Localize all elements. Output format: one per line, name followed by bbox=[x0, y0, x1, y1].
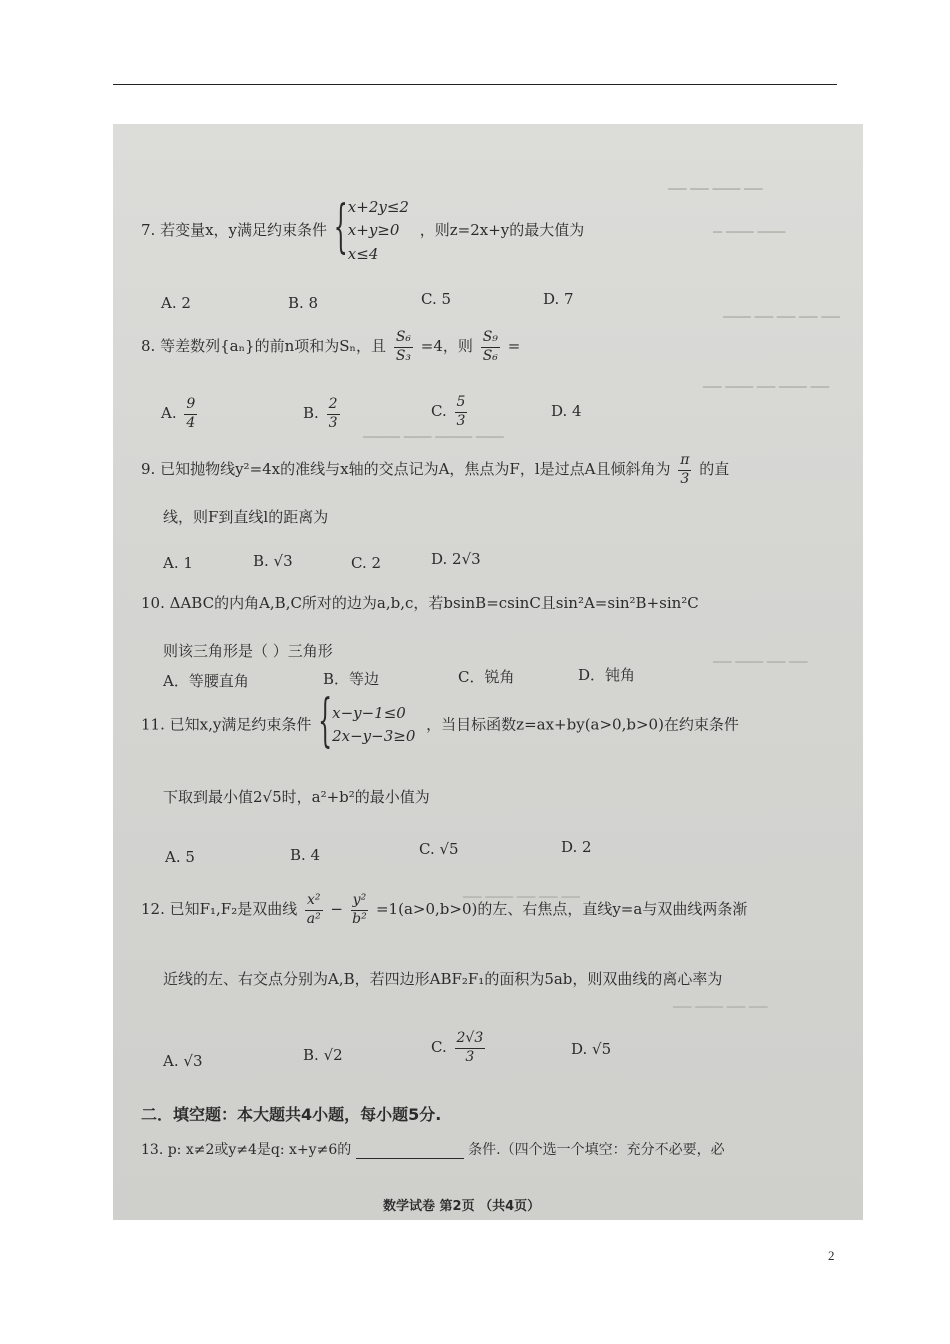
question-13 bbox=[141, 1142, 725, 1159]
fraction: $\frac{\text{S₆}}{\text{S₃}}$ bbox=[395, 329, 412, 364]
question-8-mid: =4，则 bbox=[420, 337, 473, 355]
option-d: D. 7 bbox=[543, 290, 574, 308]
option-d: D. 4 bbox=[551, 402, 582, 420]
question-7 bbox=[141, 196, 584, 266]
constraint-line: { x−y−1≤0 bbox=[332, 704, 406, 722]
option-c: C．锐角 bbox=[458, 668, 515, 686]
option-b: B. 8 bbox=[288, 294, 319, 312]
question-12-line-2: 近线的左、右交点分别为A,B，若四边形ABF₂F₁的面积为5ab，则双曲线的离心率为 bbox=[163, 970, 723, 988]
question-8-stem-end: = bbox=[507, 337, 521, 355]
question-12-stem: 12. 已知F₁,F₂是双曲线 bbox=[141, 900, 298, 918]
constraint-line: 2x−y−3≥0 bbox=[332, 727, 416, 746]
option-a: A. √3 bbox=[163, 1052, 203, 1070]
option-b: B. √3 bbox=[253, 552, 293, 570]
constraint-line: x≤4 bbox=[347, 244, 379, 263]
constraint-system bbox=[322, 702, 415, 749]
bleed-through-text: ▁▁ ▁▁▁ ▁▁ ▁▁ bbox=[713, 649, 808, 663]
bleed-through-text: ▁▁ ▁▁▁ ▁▁ ▁▁ bbox=[673, 994, 768, 1008]
section-heading: 二．填空题：本大题共4小题，每小题5分. bbox=[141, 1105, 442, 1124]
exam-footer: 数学试卷 第2页 （共4页） bbox=[383, 1199, 541, 1214]
question-10-line-2: 则该三角形是（ ）三角形 bbox=[163, 642, 333, 660]
question-7-stem-end: ，则z=2x+y的最大值为 bbox=[419, 220, 585, 239]
option-d: D．钝角 bbox=[578, 666, 636, 684]
answer-blank bbox=[356, 1144, 464, 1159]
header-rule bbox=[113, 84, 837, 85]
question-9: 9. 已知抛物线y²=4x的准线与x轴的交点记为A，焦点为F，l是过点A且倾斜角为 $\frac{\pi}{3}$ 的直 bbox=[141, 452, 730, 487]
question-12-stem-end: =1(a>0,b>0)的左、右焦点，直线y=a与双曲线两条渐 bbox=[375, 900, 748, 918]
option-c: C. $\frac{2√3}{3}$ bbox=[431, 1030, 484, 1065]
bleed-through-text: ▁ ▁▁▁ ▁▁▁ bbox=[713, 219, 786, 233]
bleed-through-text: ▁▁ ▁▁▁ ▁▁ ▁▁▁ ▁▁ bbox=[703, 374, 829, 388]
question-12: 12. 已知F₁,F₂是双曲线 $\frac{\text{x²}}{\text{a²}}$ − $\frac{\text{y²}}{\text{b²}}$ =1(a>0,b>0)的左、右焦点，直线y=a与双曲线两条渐 bbox=[141, 892, 748, 927]
option-a: A. 5 bbox=[165, 848, 195, 866]
option-a: A．等腰直角 bbox=[163, 672, 249, 690]
option-b: B．等边 bbox=[323, 670, 380, 688]
option-a: A. 1 bbox=[163, 554, 193, 572]
option-b: B. 4 bbox=[290, 846, 321, 864]
question-11-line-2: 下取到最小值2√5时，a²+b²的最小值为 bbox=[163, 788, 430, 806]
page-number: 2 bbox=[828, 1248, 835, 1263]
option-c: C. √5 bbox=[419, 840, 459, 858]
question-13-stem: 13. p: x≠2或y≠4是q: x+y≠6的 bbox=[141, 1142, 352, 1158]
question-11-stem: 11. 已知x,y满足约束条件 bbox=[141, 715, 312, 734]
option-d: D. 2√3 bbox=[431, 550, 481, 568]
option-c: C. 5 bbox=[421, 290, 452, 308]
question-8-stem: 8. 等差数列{aₙ}的前n项和为Sₙ，且 bbox=[141, 337, 387, 355]
constraint-line: x+y≥0 bbox=[347, 221, 400, 240]
bleed-through-text: ▁▁▁▁ ▁▁▁ ▁▁▁▁ ▁▁▁ bbox=[363, 424, 504, 438]
question-8 bbox=[141, 329, 520, 365]
option-c: C. 2 bbox=[351, 554, 382, 572]
question-13-stem-end: 条件.（四个选一个填空：充分不必要，必 bbox=[468, 1142, 725, 1158]
fraction: $\frac{\text{S₉}}{\text{S₆}}$ bbox=[482, 329, 498, 364]
bleed-through-text: ▁▁ ▁▁▁ ▁▁ ▁▁ ▁▁ bbox=[463, 884, 580, 898]
option-c: C. $\frac{5}{3}$ bbox=[431, 394, 466, 429]
fraction: $\frac{\text{x²}}{\text{a²}}$ bbox=[306, 892, 321, 927]
fraction: $\frac{\text{y²}}{\text{b²}}$ bbox=[352, 892, 367, 927]
option-a: A. 2 bbox=[161, 294, 191, 312]
option-d: D. 2 bbox=[561, 838, 592, 856]
constraint-line: { x+2y≤2 bbox=[347, 198, 409, 216]
option-b: B. √2 bbox=[303, 1046, 343, 1064]
option-b: B. $\frac{2}{3}$ bbox=[303, 396, 338, 431]
question-9-line-2: 线，则F到直线l的距离为 bbox=[163, 508, 329, 526]
scanned-exam-photo bbox=[113, 124, 863, 1220]
question-9-stem: 9. 已知抛物线y²=4x的准线与x轴的交点记为A，焦点为F，l是过点A且倾斜角为 bbox=[141, 460, 671, 478]
constraint-system bbox=[338, 196, 409, 266]
bleed-through-text: ▁▁▁ ▁▁ ▁▁ ▁▁ ▁▁ bbox=[723, 304, 840, 318]
question-11 bbox=[141, 702, 739, 749]
fraction: $\frac{\pi}{3}$ bbox=[680, 452, 690, 487]
option-a: A. $\frac{9}{4}$ bbox=[161, 396, 196, 431]
question-11-stem-end: ，当目标函数z=ax+by(a>0,b>0)在约束条件 bbox=[426, 715, 739, 734]
question-10: 10. ΔABC的内角A,B,C所对的边为a,b,c，若bsinB=csinC且sin²A=sin²B+sin²C bbox=[141, 594, 699, 612]
option-d: D. √5 bbox=[571, 1040, 612, 1058]
bleed-through-text: ▁▁ ▁▁ ▁▁▁ ▁▁ bbox=[668, 176, 763, 190]
question-7-stem: 7. 若变量x，y满足约束条件 bbox=[141, 220, 328, 239]
